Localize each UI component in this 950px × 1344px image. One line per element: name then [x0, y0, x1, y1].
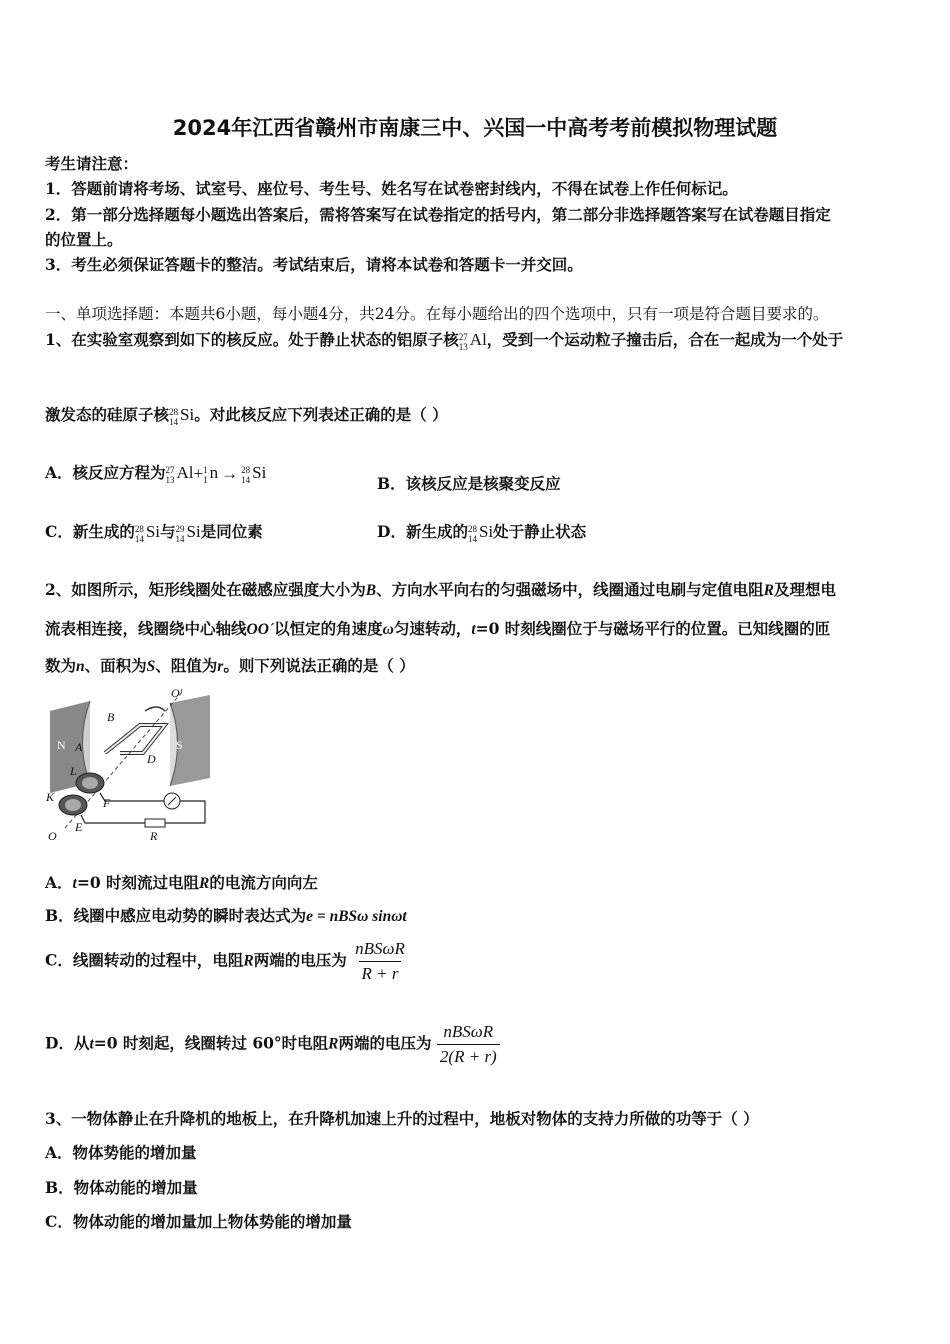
generator-figure: [45, 683, 225, 843]
label-r: R: [150, 829, 158, 843]
fraction-d: $\frac{\text{nBSωR}}{2(R + r)}$: [437, 1022, 500, 1067]
label-l: L: [70, 764, 77, 778]
label-e: E: [75, 820, 83, 834]
label-d: D: [147, 752, 156, 766]
section-heading: 一、单项选择题：本题共6小题，每小题4分，共24分。在每小题给出的四个选项中，只有一项是符合题目要求的。: [45, 305, 829, 323]
notice-item: 1．答题前请将考场、试室号、座位号、考生号、姓名写在试卷密封线内，不得在试卷上作任何标记。: [45, 179, 738, 198]
q3-option-a: A．物体势能的增加量: [45, 1143, 197, 1162]
q2-option-b: B．线圈中感应电动势的瞬时表达式为e = nBSω sinωt: [45, 906, 407, 925]
q3-option-b: B．物体动能的增加量: [45, 1178, 198, 1197]
q1-option-b: B．该核反应是核聚变反应: [377, 474, 561, 493]
q2-stem-line3: 数为n、面积为S、阻值为r。则下列说法正确的是（ ）: [45, 656, 415, 675]
isotope-si: 28 14 Si: [169, 405, 195, 427]
q3-option-c: C．物体动能的增加量加上物体势能的增加量: [45, 1212, 352, 1231]
q2-option-c: C．线圈转动的过程中，电阻R两端的电压为 $\frac{\text{nBSωR}}{R + r}$: [45, 939, 408, 984]
label-b: B: [107, 710, 115, 724]
isotope-al: 27 13 Al: [458, 330, 487, 352]
label-s: S: [176, 738, 183, 752]
notice-item: 的位置上。: [45, 230, 123, 249]
q2-stem-line1: 2、如图所示，矩形线圈处在磁感应强度大小为B、方向水平向右的匀强磁场中，线圈通过电刷与定值电阻R及理想电: [45, 580, 837, 599]
q2-option-d: D．从t=0 时刻起，线圈转过 60°时电阻R两端的电压为 $\frac{\text{nBSωR}}{2(R + r)}$: [45, 1022, 500, 1067]
q1-option-a: A．核反应方程为 27 13 Al+ 1 1 n → 28 14 Si: [45, 463, 267, 485]
label-n: N: [57, 738, 66, 752]
q2-stem-line2: 流表相连接，线圈绕中心轴线OO´以恒定的角速度ω匀速转动，t=0 时刻线圈位于与磁场平行的位置。已知线圈的匝: [45, 619, 831, 638]
label-o-prime: O': [171, 686, 183, 700]
label-o: O: [48, 829, 57, 843]
resistor: [145, 819, 165, 827]
fraction-c: $\frac{\text{nBSωR}}{R + r}$: [355, 939, 405, 983]
label-k: K: [46, 790, 55, 804]
q1-stem-line1: 1、在实验室观察到如下的核反应。处于静止状态的铝原子核 27 13 Al，受到一个运动粒子撞击后，合在一起成为一个处于: [45, 330, 844, 352]
q3-stem: 3、一物体静止在升降机的地板上，在升降机加速上升的过程中，地板对物体的支持力所做的功等于（ ）: [45, 1109, 759, 1128]
label-a: A: [75, 740, 83, 754]
notice-heading: 考生请注意：: [45, 154, 139, 173]
q1-option-d: D．新生成的 28 14 Si处于静止状态: [377, 522, 587, 544]
q1-option-c: C．新生成的 28 14 Si与 29 14 Si是同位素: [45, 522, 263, 544]
label-f: F: [103, 796, 111, 810]
q2-option-a: A．t=0 时刻流过电阻R的电流方向向左: [45, 873, 318, 892]
page-title: 2024年江西省赣州市南康三中、兴国一中高考考前模拟物理试题: [172, 116, 778, 140]
notice-item: 2．第一部分选择题每小题选出答案后，需将答案写在试卷指定的括号内，第二部分非选择题答案写在试卷题目指定: [45, 205, 831, 224]
notice-item: 3．考生必须保证答题卡的整洁。考试结束后，请将本试卷和答题卡一并交回。: [45, 255, 583, 274]
q1-stem-line2: 激发态的硅原子核 28 14 Si。对此核反应下列表述正确的是（ ）: [45, 405, 448, 427]
